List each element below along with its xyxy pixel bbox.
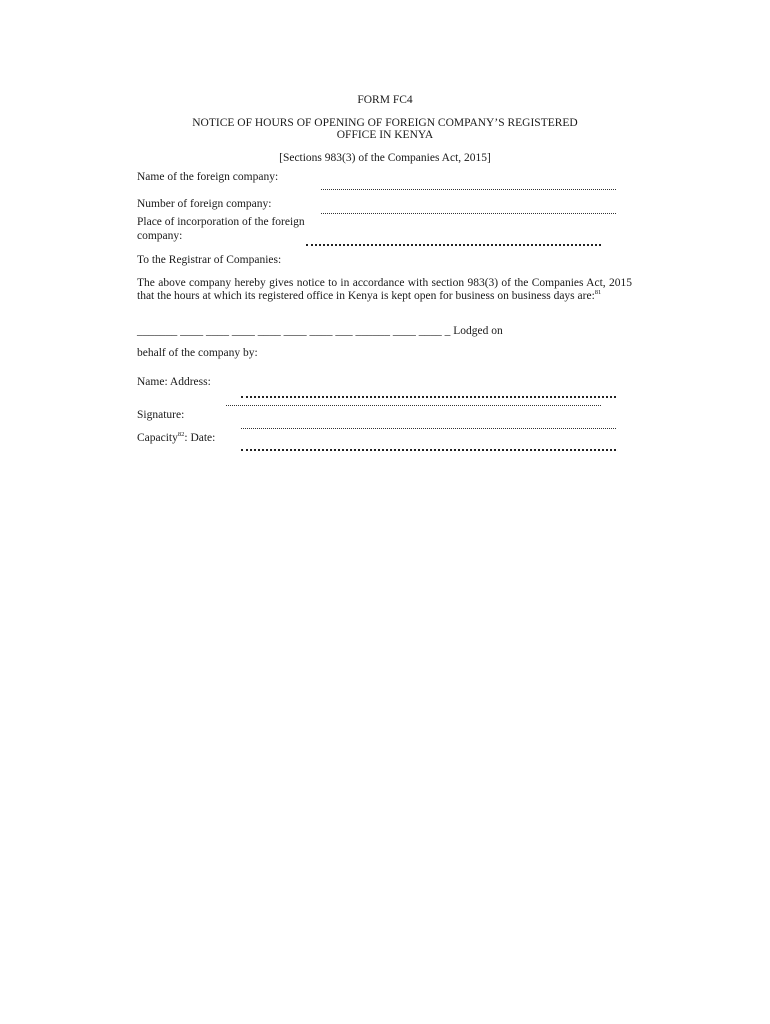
capacity-date-field[interactable] [241, 449, 616, 451]
lodged-on-text: Lodged on [453, 325, 503, 337]
company-number-label: Number of foreign company: [137, 198, 272, 210]
form-title-line2: OFFICE IN KENYA [336, 129, 434, 141]
footnote-ref-81: 81 [594, 289, 602, 296]
behalf-text: behalf of the company by: [137, 347, 258, 359]
name-field[interactable] [241, 396, 616, 398]
place-of-incorporation-label-line2: company: [137, 230, 183, 242]
place-of-incorporation-label-line1: Place of incorporation of the foreign [137, 216, 305, 228]
company-number-field[interactable] [321, 213, 616, 214]
form-title-line1: NOTICE OF HOURS OF OPENING OF FOREIGN COMPANY’S REGISTERED [192, 117, 578, 129]
hours-blanks-line [137, 325, 503, 337]
name-address-label: Name: Address: [137, 376, 211, 388]
notice-text: The above company hereby gives notice to in accordance with section 983(3) of the Companies Act, 2015 that the hours at which its registered office in Kenya is kept open for business on business days are: [137, 277, 632, 302]
signature-field[interactable] [241, 428, 616, 429]
address-field[interactable] [226, 405, 601, 406]
registrar-salutation: To the Registrar of Companies: [137, 254, 282, 266]
capacity-date-label [137, 432, 215, 444]
capacity-label: Capacity [137, 432, 178, 444]
footnote-ref-82: 82 [177, 431, 185, 438]
signature-label: Signature: [137, 409, 185, 421]
notice-paragraph [137, 277, 632, 303]
company-name-field[interactable] [321, 189, 616, 190]
hours-blanks[interactable]: _______ ____ ____ ____ ____ ____ ____ ___ ______ ____ ____ _ [137, 325, 451, 337]
place-of-incorporation-field[interactable] [306, 244, 601, 246]
date-label: : Date: [184, 432, 216, 444]
company-name-label: Name of the foreign company: [137, 171, 279, 183]
form-code: FORM FC4 [357, 94, 413, 106]
statutory-reference: [Sections 983(3) of the Companies Act, 2015] [279, 152, 491, 164]
